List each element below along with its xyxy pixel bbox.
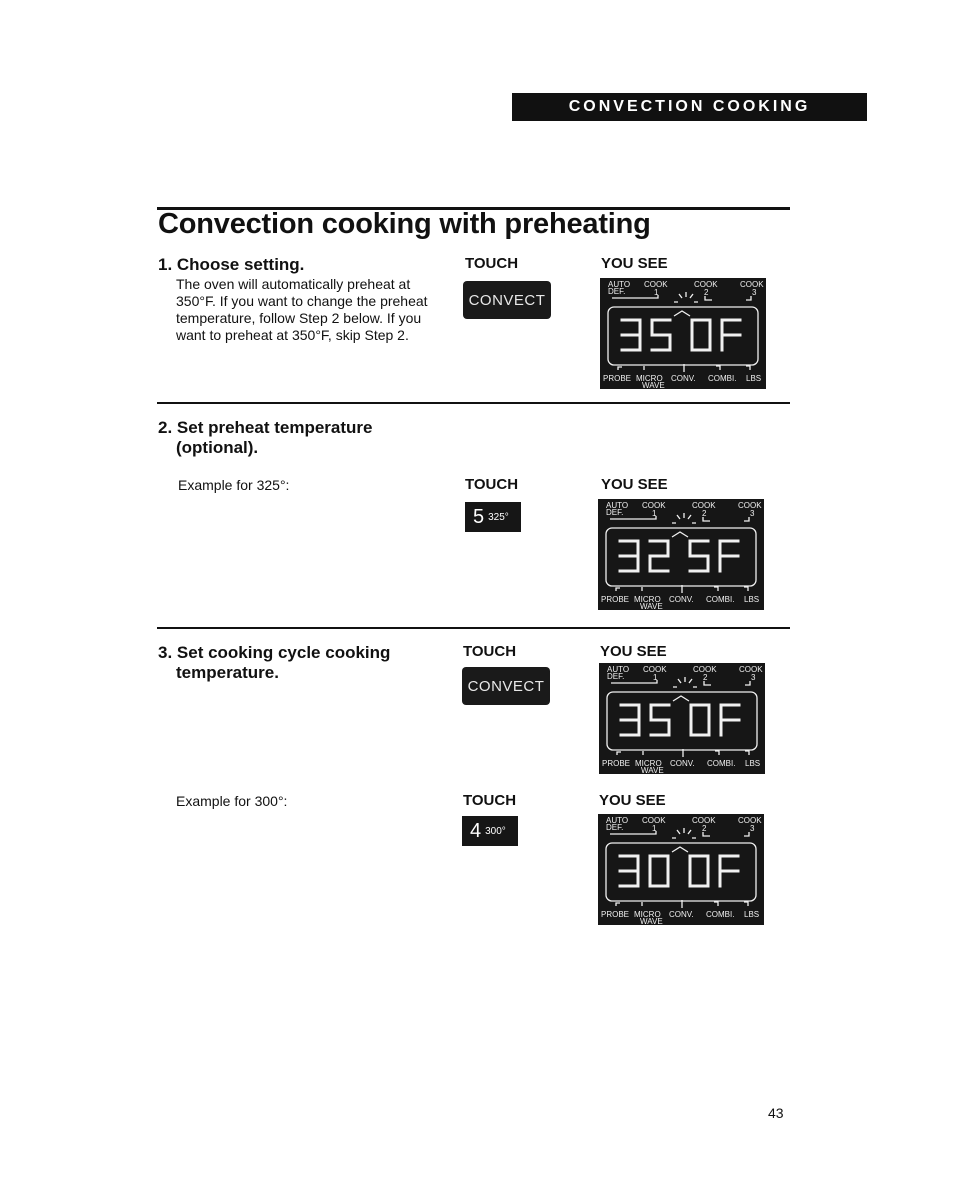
touch-heading: TOUCH — [463, 643, 517, 660]
svg-text:PROBE: PROBE — [603, 374, 632, 383]
step-2-title — [158, 418, 372, 458]
svg-text:MICRO: MICRO — [634, 595, 661, 604]
svg-text:LBS: LBS — [745, 759, 761, 768]
step-1-line: The oven will automatically preheat at — [176, 276, 411, 292]
svg-text:1: 1 — [652, 824, 657, 833]
you-see-heading: YOU SEE — [601, 476, 668, 493]
oven-display — [598, 499, 764, 610]
svg-text:COOK: COOK — [739, 665, 763, 674]
svg-text:CONV.: CONV. — [671, 374, 696, 383]
svg-text:CONV.: CONV. — [669, 910, 694, 919]
key-sub-label: 325° — [488, 511, 509, 523]
svg-text:LBS: LBS — [746, 374, 762, 383]
touch-heading: TOUCH — [465, 255, 519, 272]
convect-button[interactable]: CONVECT — [462, 667, 550, 705]
svg-text:1: 1 — [652, 509, 657, 518]
svg-text:2: 2 — [702, 509, 707, 518]
svg-text:MICRO: MICRO — [634, 910, 661, 919]
step-2-title-line: (optional). — [176, 438, 259, 457]
svg-text:3: 3 — [750, 824, 755, 833]
step-1-line: want to preheat at 350°F, skip Step 2. — [176, 327, 409, 343]
step-2-example: Example for 325°: — [178, 477, 290, 493]
svg-text:COOK: COOK — [692, 816, 716, 825]
svg-text:AUTO: AUTO — [606, 816, 629, 825]
section-banner: CONVECTION COOKING — [512, 93, 867, 121]
svg-text:2: 2 — [704, 288, 709, 297]
oven-display — [599, 663, 765, 774]
step-3-title-line: temperature. — [176, 663, 279, 682]
svg-text:PROBE: PROBE — [601, 595, 630, 604]
svg-text:COOK: COOK — [740, 280, 764, 289]
you-see-heading: YOU SEE — [599, 792, 666, 809]
svg-text:3: 3 — [752, 288, 757, 297]
you-see-heading: YOU SEE — [601, 255, 668, 272]
svg-text:COOK: COOK — [693, 665, 717, 674]
svg-text:2: 2 — [702, 824, 707, 833]
step-1-line: 350°F. If you want to change the preheat — [176, 293, 428, 309]
svg-text:CONV.: CONV. — [670, 759, 695, 768]
svg-text:COOK: COOK — [644, 280, 668, 289]
key-digit: 5 — [473, 505, 485, 528]
divider — [157, 402, 790, 404]
svg-text:COMBI.: COMBI. — [708, 374, 737, 383]
svg-text:CONV.: CONV. — [669, 595, 694, 604]
svg-text:WAVE: WAVE — [640, 917, 663, 925]
svg-text:AUTO: AUTO — [607, 665, 630, 674]
oven-display — [598, 814, 764, 925]
page-number: 43 — [768, 1105, 784, 1121]
convect-button[interactable]: CONVECT — [463, 281, 551, 319]
svg-text:DEF.: DEF. — [607, 672, 625, 681]
you-see-heading: YOU SEE — [600, 643, 667, 660]
display-graphic — [599, 663, 765, 774]
svg-text:COMBI.: COMBI. — [706, 595, 735, 604]
touch-heading: TOUCH — [463, 792, 517, 809]
touch-heading: TOUCH — [465, 476, 519, 493]
svg-text:MICRO: MICRO — [636, 374, 663, 383]
svg-text:LBS: LBS — [744, 910, 760, 919]
svg-text:MICRO: MICRO — [635, 759, 662, 768]
svg-text:COOK: COOK — [738, 501, 762, 510]
svg-text:3: 3 — [751, 673, 756, 682]
page-title: Convection cooking with preheating — [158, 208, 651, 240]
key-sub-label: 300° — [485, 825, 506, 837]
svg-text:DEF.: DEF. — [608, 287, 626, 296]
display-graphic — [600, 278, 766, 389]
divider — [157, 627, 790, 629]
svg-text:AUTO: AUTO — [606, 501, 629, 510]
oven-display — [600, 278, 766, 389]
step-2-title-line: 2. Set preheat temperature — [158, 418, 373, 437]
svg-text:1: 1 — [654, 288, 659, 297]
svg-text:COMBI.: COMBI. — [707, 759, 736, 768]
svg-text:2: 2 — [703, 673, 708, 682]
step-1-line: temperature, follow Step 2 below. If you — [176, 310, 422, 326]
step-3-example: Example for 300°: — [176, 793, 288, 809]
svg-text:PROBE: PROBE — [602, 759, 631, 768]
number-5-button[interactable] — [465, 502, 521, 532]
svg-text:COOK: COOK — [642, 501, 666, 510]
svg-text:COMBI.: COMBI. — [706, 910, 735, 919]
svg-text:WAVE: WAVE — [641, 766, 664, 774]
step-3-title-line: 3. Set cooking cycle cooking — [158, 643, 391, 662]
svg-text:1: 1 — [653, 673, 658, 682]
display-graphic — [598, 814, 764, 925]
svg-text:WAVE: WAVE — [640, 602, 663, 610]
step-3-title — [158, 643, 390, 683]
svg-text:COOK: COOK — [694, 280, 718, 289]
svg-text:PROBE: PROBE — [601, 910, 630, 919]
svg-text:COOK: COOK — [643, 665, 667, 674]
svg-text:AUTO: AUTO — [608, 280, 631, 289]
svg-text:DEF.: DEF. — [606, 508, 624, 517]
svg-text:WAVE: WAVE — [642, 381, 665, 389]
svg-text:LBS: LBS — [744, 595, 760, 604]
svg-text:DEF.: DEF. — [606, 823, 624, 832]
display-graphic — [598, 499, 764, 610]
svg-text:3: 3 — [750, 509, 755, 518]
step-1-text — [176, 276, 428, 344]
svg-text:COOK: COOK — [738, 816, 762, 825]
key-digit: 4 — [470, 819, 482, 842]
number-4-button[interactable] — [462, 816, 518, 846]
step-1-title: 1. Choose setting. — [158, 255, 305, 274]
svg-text:COOK: COOK — [692, 501, 716, 510]
svg-text:COOK: COOK — [642, 816, 666, 825]
